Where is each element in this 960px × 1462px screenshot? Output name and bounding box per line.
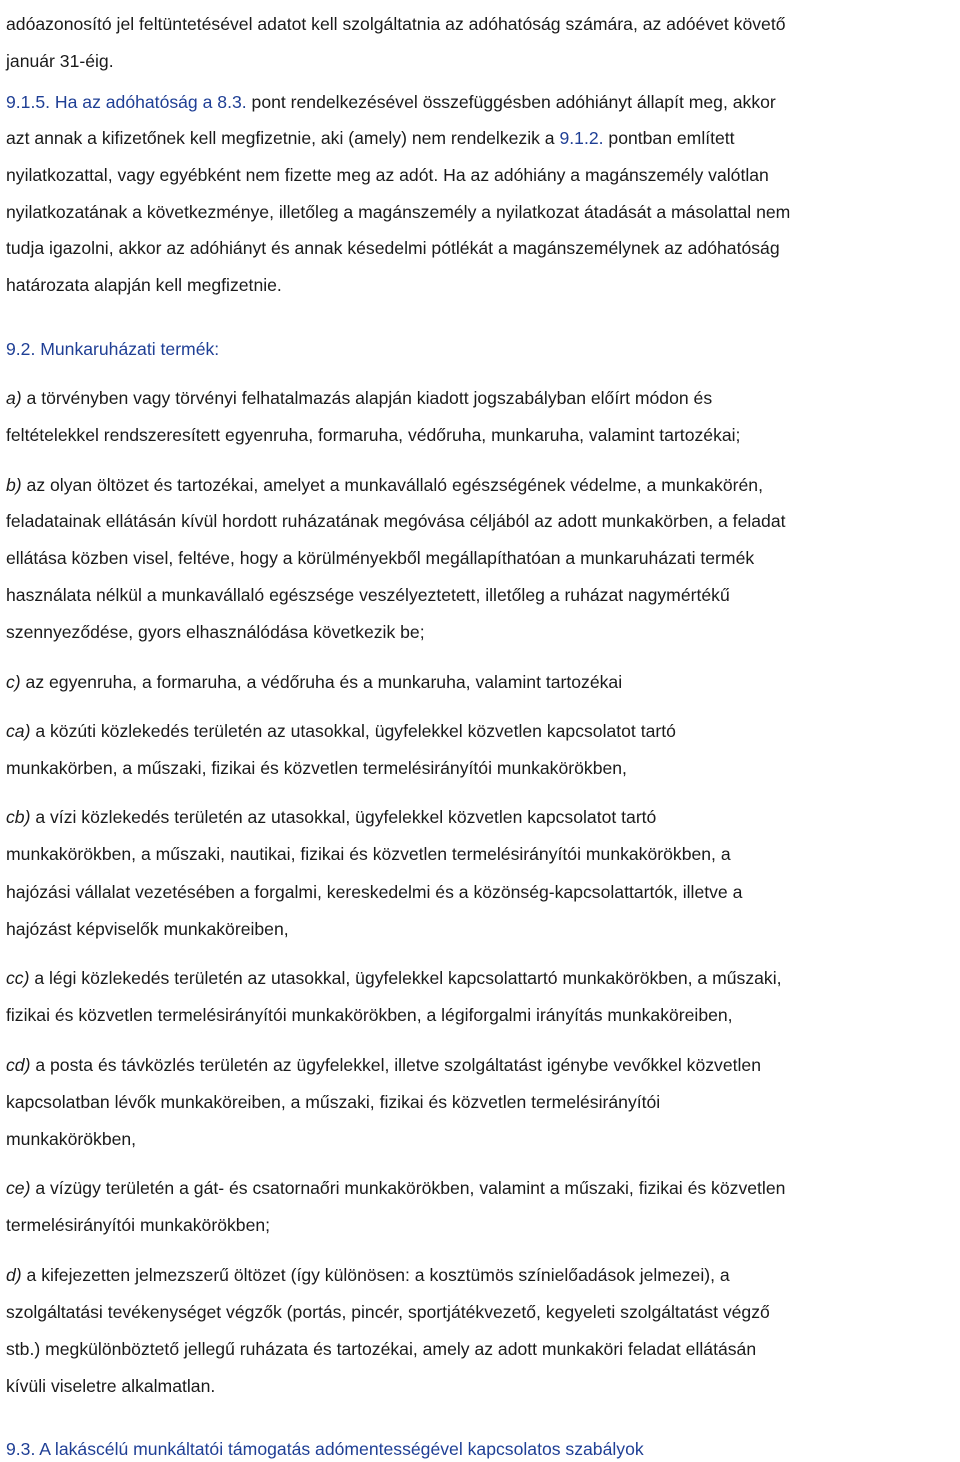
text-line: feltételekkel rendszeresített egyenruha, formaruha, védőruha, munkaruha, valamint tartozékai;	[6, 425, 741, 445]
text-line: fizikai és közvetlen termelésirányítói munkakörökben, a légiforgalmi irányítás munkaköreiben,	[6, 1005, 733, 1025]
text-line: nyilatkozattal, vagy egyébként nem fizette meg az adót. Ha az adóhiány a magánszemély valótlan	[6, 165, 769, 185]
section-heading-9-3: 9.3. A lakáscélú munkáltatói támogatás adómentességével kapcsolatos szabályok	[6, 1439, 644, 1459]
text-line: stb.) megkülönböztető jellegű ruházata és tartozékai, amely az adott munkaköri feladat ellátásán	[6, 1339, 757, 1359]
list-item: ca) a közúti közlekedés területén az utasokkal, ügyfelekkel közvetlen kapcsolatot tartó	[6, 721, 676, 741]
text-line: nyilatkozatának a következménye, illetőleg a magánszemély a nyilatkozat átadását a másolattal nem	[6, 202, 791, 222]
text-line: ellátása közben visel, feltéve, hogy a körülményekből megállapíthatóan a munkaruházati termék	[6, 548, 755, 568]
text-line: tudja igazolni, akkor az adóhiányt és annak késedelmi pótlékát a magánszemélynek az adóhatóság	[6, 238, 780, 258]
list-item: ce) a vízügy területén a gát- és csatornaőri munkakörökben, valamint a műszaki, fizikai és közvetlen	[6, 1178, 786, 1198]
text-line: adóazonosító jel feltüntetésével adatot kell szolgáltatnia az adóhatóság számára, az adóévet követő	[6, 14, 786, 34]
list-item: a) a törvényben vagy törvényi felhatalmazás alapján kiadott jogszabályban előírt módon és	[6, 388, 713, 408]
text-line: kívüli viseletre alkalmatlan.	[6, 1376, 216, 1396]
text-line: termelésirányítói munkakörökben;	[6, 1215, 271, 1235]
list-item: b) az olyan öltözet és tartozékai, amelyet a munkavállaló egészségének védelme, a munkakörén,	[6, 475, 763, 495]
text-line: munkakörökben,	[6, 1129, 137, 1149]
list-item: cc) a légi közlekedés területén az utasokkal, ügyfelekkel kapcsolattartó munkakörökben, a műszaki,	[6, 968, 782, 988]
text-line: határozata alapján kell megfizetnie.	[6, 275, 282, 295]
text-line: kapcsolatban lévők munkaköreiben, a műszaki, fizikai és közvetlen termelésirányítói	[6, 1092, 661, 1112]
text-line: használata nélkül a munkavállaló egészsége veszélyeztetett, illetőleg a ruházat nagymértékű	[6, 585, 730, 605]
text-line: szolgáltatási tevékenységet végzők (portás, pincér, sportjátékvezető, kegyeleti szolgáltatást végző	[6, 1302, 770, 1322]
text-line: munkakörökben, a műszaki, nautikai, fizikai és közvetlen termelésirányítói munkakörökben, a	[6, 844, 731, 864]
text-line: szennyeződése, gyors elhasználódása következik be;	[6, 622, 425, 642]
section-9-1-5: 9.1.5. Ha az adóhatóság a 8.3. pont rendelkezésével összefüggésben adóhiányt állapít meg, akkor	[6, 92, 776, 112]
list-item: d) a kifejezetten jelmezszerű öltözet (így különösen: a kosztümös színielőadások jelmezei), a	[6, 1265, 730, 1285]
list-item: cd) a posta és távközlés területén az ügyfelekkel, illetve szolgáltatást igénybe vevőkkel közvetlen	[6, 1055, 761, 1075]
list-item: c) az egyenruha, a formaruha, a védőruha és a munkaruha, valamint tartozékai	[6, 672, 623, 692]
text-line: január 31-éig.	[6, 51, 114, 71]
text-line: hajózást képviselők munkaköreiben,	[6, 919, 289, 939]
text-line: azt annak a kifizetőnek kell megfizetnie, aki (amely) nem rendelkezik a 9.1.2. pontban említett	[6, 128, 735, 148]
text-line: hajózási vállalat vezetésében a forgalmi, kereskedelmi és a közönség-kapcsolattartók, illetve a	[6, 882, 743, 902]
list-item: cb) a vízi közlekedés területén az utasokkal, ügyfelekkel közvetlen kapcsolatot tartó	[6, 807, 657, 827]
text-line: feladatainak ellátásán kívül hordott ruházatának megóvása céljából az adott munkakörben, a feladat	[6, 511, 786, 531]
section-heading-9-2: 9.2. Munkaruházati termék:	[6, 339, 220, 359]
text-line: munkakörben, a műszaki, fizikai és közvetlen termelésirányítói munkakörökben,	[6, 758, 627, 778]
